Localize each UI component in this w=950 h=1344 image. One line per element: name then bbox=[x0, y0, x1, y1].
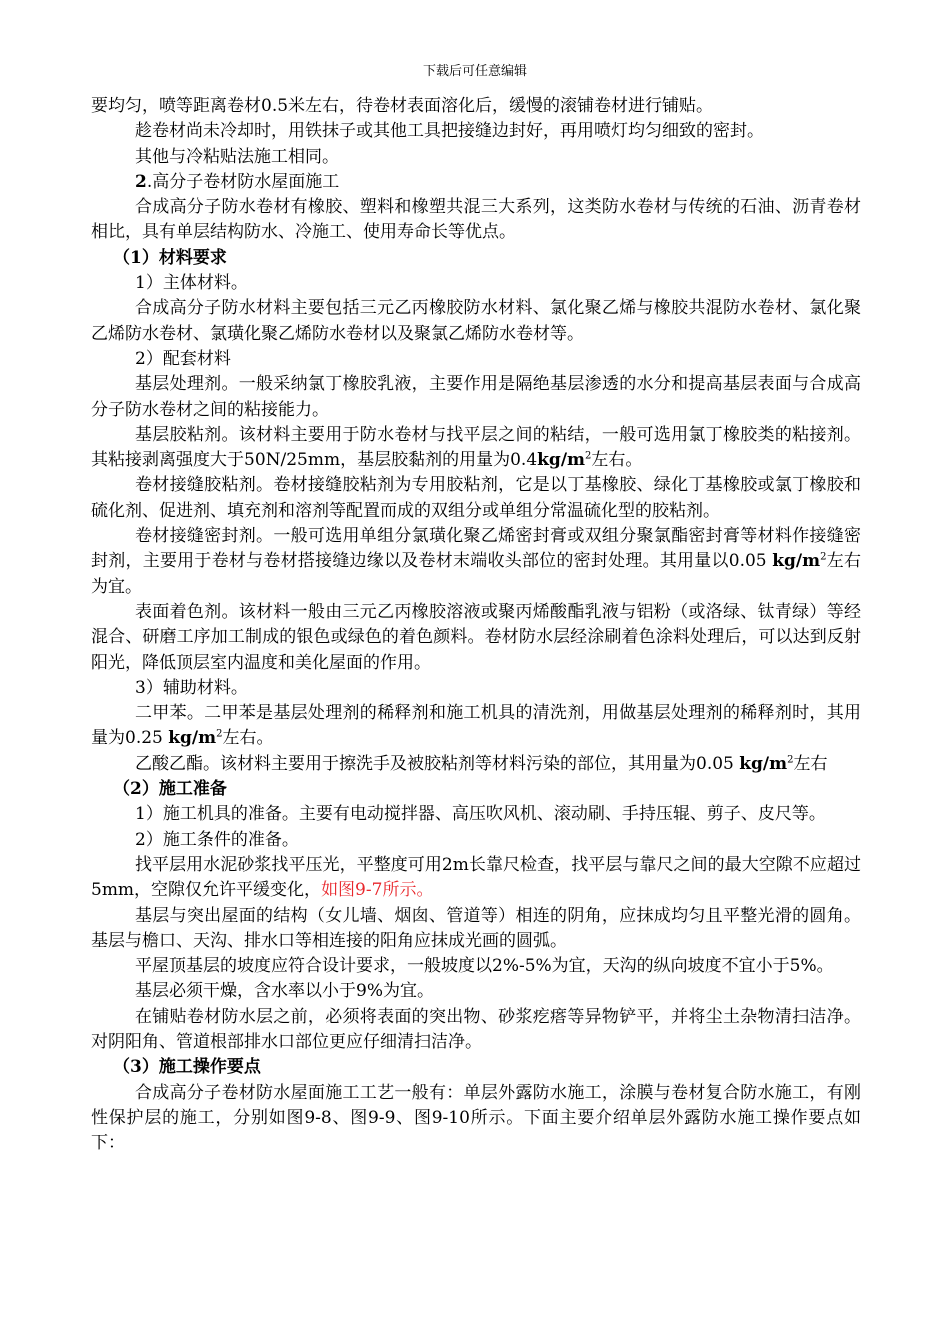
paragraph: 2）配套材料 bbox=[135, 348, 231, 369]
paragraph-text: 二甲苯。二甲苯是基层处理剂的稀释剂和施工机具的清洗剂，用做基层处理剂的稀释剂时，其用量为0.25 bbox=[91, 703, 861, 749]
paragraph: 3）辅助材料。 bbox=[135, 677, 248, 698]
page-header: 下载后可任意编辑 bbox=[422, 64, 527, 79]
paragraph: 表面着色剂。该材料一般由三元乙丙橡胶溶液或聚丙烯酸酯乳液与铝粉（或洛绿、钛青绿）等经混合、研磨工序加工制成的银色或绿色的着色颜料。卷材防水层经涂刷着色涂料处理后，可以达到反射阳光，降低顶层室内温度和美化屋面的作用。 bbox=[91, 601, 861, 673]
figure-reference: 如图9-7所示。 bbox=[321, 880, 434, 901]
document-body bbox=[91, 94, 861, 1156]
paragraph: 合成高分子防水材料主要包括三元乙丙橡胶防水材料、氯化聚乙烯与橡胶共混防水卷材、氯化聚乙烯防水卷材、氯璜化聚乙烯防水卷材以及聚氯乙烯防水卷材等。 bbox=[91, 298, 861, 344]
paragraph-text: 基层胶粘剂。该材料主要用于防水卷材与找平层之间的粘结，一般可选用氯丁橡胶类的粘接剂。其粘接剥离强度大于50N/25mm，基层胶黏剂的用量为0.4 bbox=[91, 424, 861, 471]
paragraph bbox=[91, 524, 861, 600]
paragraph bbox=[91, 423, 861, 474]
unit: kg/m bbox=[537, 450, 586, 471]
unit-superscript: 2 bbox=[216, 728, 223, 740]
paragraph-text: 卷材接缝密封剂。一般可选用单组分氯璜化聚乙烯密封膏或双组分聚氯酯密封膏等材料作接缝密封剂，主要用于卷材与卷材搭接缝边缘以及卷材末端收头部位的密封处理。其用量以0.05 bbox=[91, 526, 861, 572]
paragraph: 在铺贴卷材防水层之前，必须将表面的突出物、砂浆疙瘩等异物铲平，并将尘土杂物清扫洁净。对阴阳角、管道根部排水口部位更应仔细清扫洁净。 bbox=[91, 1006, 861, 1052]
paragraph: 卷材接缝胶粘剂。卷材接缝胶粘剂为专用胶粘剂，它是以丁基橡胶、绿化丁基橡胶或氯丁橡胶和硫化剂、促进剂、填充剂和溶剂等配置而成的双组分或单组分常温硫化型的胶粘剂。 bbox=[91, 475, 861, 521]
subsection-heading: （3）施工操作要点 bbox=[113, 1057, 261, 1078]
paragraph: 合成高分子卷材防水屋面施工工艺一般有：单层外露防水施工，涂膜与卷材复合防水施工，有刚性保护层的施工，分别如图9-8、图9-9、图9-10所示。下面主要介绍单层外露防水施工操作要点如下： bbox=[91, 1082, 861, 1154]
section-title: .高分子卷材防水屋面施工 bbox=[146, 171, 340, 192]
paragraph bbox=[91, 853, 861, 904]
paragraph: 其他与冷粘贴法施工相同。 bbox=[135, 146, 339, 167]
paragraph: 1）主体材料。 bbox=[135, 273, 248, 294]
paragraph: 基层与突出屋面的结构（女儿墙、烟囱、管道等）相连的阴角，应抹成均匀且平整光滑的圆角。基层与檐口、天沟、排水口等相连接的阳角应抹成光画的圆弧。 bbox=[91, 905, 861, 951]
unit-superscript: 2 bbox=[787, 754, 794, 766]
paragraph-text-tail: 左右 bbox=[793, 753, 828, 774]
paragraph: 2）施工条件的准备。 bbox=[135, 829, 299, 850]
paragraph: 平屋顶基层的坡度应符合设计要求，一般坡度以2%-5%为宜，天沟的纵向坡度不宜小于5%。 bbox=[135, 956, 834, 977]
unit-superscript: 2 bbox=[820, 551, 827, 563]
unit: kg/m bbox=[772, 551, 821, 572]
paragraph: 基层处理剂。一般采纳氯丁橡胶乳液，主要作用是隔绝基层渗透的水分和提高基层表面与合成高分子防水卷材之间的粘接能力。 bbox=[91, 374, 861, 420]
subsection-heading: （2）施工准备 bbox=[113, 779, 227, 800]
paragraph: 基层必须干燥，含水率以小于9%为宜。 bbox=[135, 981, 434, 1002]
unit: kg/m bbox=[739, 753, 788, 774]
paragraph-text-tail: 左右为宜。 bbox=[91, 551, 861, 597]
subsection-heading: （1）材料要求 bbox=[113, 247, 227, 268]
paragraph bbox=[91, 701, 861, 752]
paragraph: 1）施工机具的准备。主要有电动搅拌器、高压吹风机、滚动刷、手持压辊、剪子、皮尺等。 bbox=[135, 804, 826, 825]
paragraph-text: 找平层用水泥砂浆找平压光，平整度可用2m长靠尺检查，找平层与靠尺之间的最大空隙不应超过5mm，空隙仅允许平缓变化， bbox=[91, 854, 861, 901]
unit-superscript: 2 bbox=[585, 450, 592, 462]
paragraph: 趁卷材尚未冷却时，用铁抹子或其他工具把接缝边封好，再用喷灯均匀细致的密封。 bbox=[135, 121, 764, 142]
paragraph: 要均匀，喷等距离卷材0.5米左右，待卷材表面溶化后，缓慢的滚铺卷材进行铺贴。 bbox=[91, 96, 714, 116]
paragraph: 合成高分子防水卷材有橡胶、塑料和橡塑共混三大系列，这类防水卷材与传统的石油、沥青卷材相比，具有单层结构防水、冷施工、使用寿命长等优点。 bbox=[91, 197, 861, 243]
section-heading bbox=[91, 170, 861, 195]
paragraph-text-tail: 左右。 bbox=[591, 450, 643, 471]
unit: kg/m bbox=[168, 728, 217, 749]
paragraph bbox=[91, 752, 861, 777]
paragraph-text-tail: 左右。 bbox=[222, 728, 274, 749]
section-number: 2 bbox=[135, 171, 147, 192]
paragraph-text: 乙酸乙酯。该材料主要用于擦洗手及被胶粘剂等材料污染的部位，其用量为0.05 bbox=[135, 753, 740, 774]
